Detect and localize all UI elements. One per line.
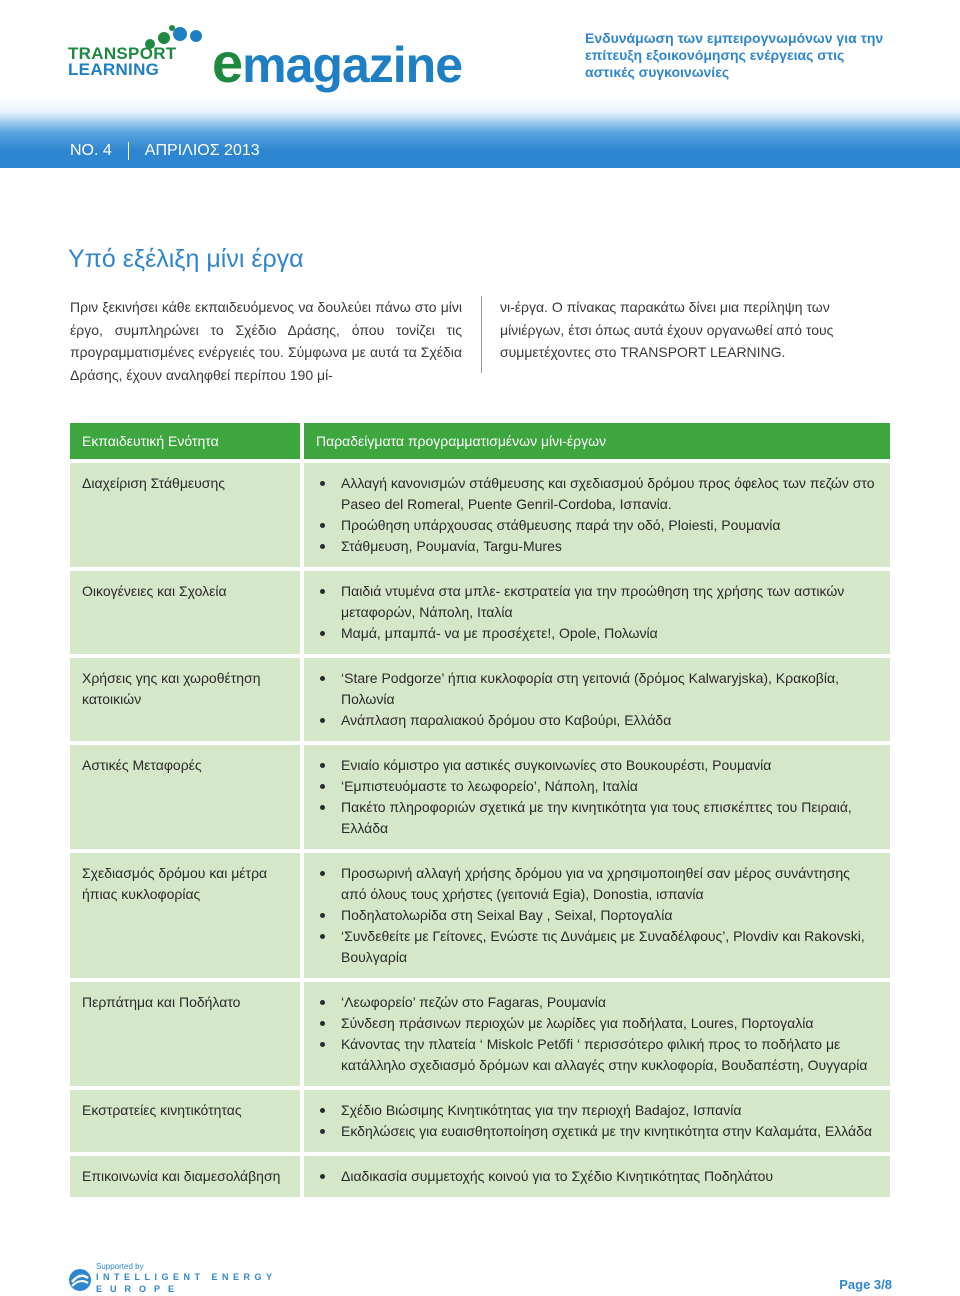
training-unit-cell: Εκστρατείες κινητικότητας [70,1090,300,1152]
training-unit-cell: Οικογένειες και Σχολεία [70,571,300,654]
training-unit-cell: Σχεδιασμός δρόμου και μέτρα ήπιας κυκλοφορίας [70,853,300,978]
examples-list [320,1166,878,1187]
header-unit: Εκπαιδευτική Ενότητα [70,423,300,459]
issue-number: NO. 4 [70,142,112,160]
examples-cell [304,982,890,1086]
iee-swirl-icon [68,1268,92,1292]
table-header-row [70,423,890,459]
training-unit-cell: Χρήσεις γης και χωροθέτηση κατοικιών [70,658,300,741]
emag-e: e [212,31,243,94]
list-item: Κάνοντας την πλατεία ‘ Miskolc Petőfi ‘ περισσότερο φιλική προς το ποδήλατο με κατάλληλο σχεδιασμό δρόμων και αλλαγές στην κυκλοφορία, Βουδαπέστη, Ουγγαρία [320,1034,878,1076]
training-unit-cell: Περπάτημα και Ποδήλατο [70,982,300,1086]
examples-cell [304,853,890,978]
table-row [70,1090,890,1152]
examples-list [320,668,878,731]
page-header [0,0,960,168]
program-line-2: EUROPE [96,1284,183,1294]
examples-cell [304,463,890,567]
issue-date: ΑΠΡΙΛΙΟΣ 2013 [144,142,260,160]
list-item: Προσωρινή αλλαγή χρήσης δρόμου για να χρησιμοποιηθεί σαν μέρος συνάντησης από όλους τους χρήστες (γειτονιά Egia), Donostia, ισπανία [320,863,878,905]
table-row [70,463,890,567]
logo-line-1: TRANSPORT [68,44,177,63]
list-item: Εκδηλώσεις για ευαισθητοποίηση σχετικά με την κινητικότητα στην Καλαμάτα, Ελλάδα [320,1121,878,1142]
examples-cell [304,745,890,849]
examples-cell [304,571,890,654]
table-row [70,571,890,654]
list-item: Προώθηση υπάρχουσας στάθμευσης παρά την οδό, Ploiesti, Ρουμανία [320,515,878,536]
list-item: Στάθμευση, Ρουμανία, Targu-Mures [320,536,878,557]
examples-list [320,1100,878,1142]
transport-learning-logo [58,22,214,82]
column-divider [481,296,482,373]
table-row [70,658,890,741]
table-row [70,982,890,1086]
list-item: Σύνδεση πράσινων περιοχών με λωρίδες για ποδήλατα, Loures, Πορτογαλία [320,1013,878,1034]
list-item: Ενιαίο κόμιστρο για αστικές συγκοινωνίες στο Βουκουρέστι, Ρουμανία [320,755,878,776]
header-tagline: Ενδυνάμωση των εμπειρογνωμόνων για την επίτευξη εξοικονόμησης ενέργειας στις αστικές συγκοινωνίες [585,30,884,80]
list-item: ‘Λεωφορείο’ πεζών στο Fagaras, Ρουμανία [320,992,878,1013]
list-item: Πακέτο πληροφοριών σχετικά με την κινητικότητα για τους επισκέπτες του Πειραιά, Ελλάδα [320,797,878,839]
list-item: Ανάπλαση παραλιακού δρόμου στο Καβούρι, Ελλάδα [320,710,878,731]
list-item: Διαδικασία συμμετοχής κοινού για το Σχέδιο Κινητικότητας Ποδηλάτου [320,1166,878,1187]
emagazine-logo [212,30,462,95]
examples-cell [304,658,890,741]
training-unit-cell: Διαχείριση Στάθμευσης [70,463,300,567]
training-unit-cell: Επικοινωνία και διαμεσολάβηση [70,1156,300,1197]
table-row [70,1156,890,1197]
list-item: ‘Συνδεθείτε με Γείτονες, Ενώστε τις Δυνάμεις με Συναδέλφους’, Plovdiv και Rakovski, Βουλγαρία [320,926,878,968]
examples-list [320,581,878,644]
supported-by-text: Supported by [96,1262,144,1271]
list-item: ‘Stare Podgorze’ ήπια κυκλοφορία στη γειτονιά (δρόμος Kalwaryjska), Κρακοβία, Πολωνία [320,668,878,710]
list-item: Αλλαγή κανονισμών στάθμευσης και σχεδιασμού δρόμου προς όφελος των πεζών στο Paseo del Romeral, Puente Genril-Cordoba, Ισπανία. [320,473,878,515]
examples-list [320,992,878,1076]
list-item: Παιδιά ντυμένα στα μπλε- εκστρατεία για την προώθηση της χρήσης των αστικών μεταφορών, Νάπολη, Ιταλία [320,581,878,623]
issue-line [70,142,260,160]
intro-right-column: νι-έργα. Ο πίνακας παρακάτω δίνει μια περίληψη των μίνιέργων, έτσι όπως αυτά έχουν οργανωθεί από τους συμμετέχοντες στο TRANSPORT LEARNING. [500,299,834,360]
list-item: Μαμά, μπαμπά- να με προσέχετε!, Opole, Πολωνία [320,623,878,644]
page-title: Υπό εξέλιξη μίνι έργα [68,245,304,273]
examples-list [320,863,878,968]
examples-cell [304,1090,890,1152]
page-number: Page 3/8 [839,1277,892,1292]
logo-line-2: LEARNING [68,60,160,79]
mini-projects-table [70,423,890,1201]
list-item: Ποδηλατολωρίδα στη Seixal Bay , Seixal, Πορτογαλία [320,905,878,926]
emag-rest: magazine [242,37,463,93]
intro-left-column: Πριν ξεκινήσει κάθε εκπαιδευόμενος να δουλεύει πάνω στο μίνι έργο, συμπληρώνει το Σχέδιο Δράσης, όπου τονίζει τις προγραμματισμένες ενέργειές του. Σύμφωνα με αυτά τα Σχέδια Δράσης, έχουν αναληφθεί περίπου 190 μί- [70,299,462,383]
header-examples: Παραδείγματα προγραμματισμένων μίνι-έργων [304,423,890,459]
table-row [70,745,890,849]
training-unit-cell: Αστικές Μεταφορές [70,745,300,849]
issue-separator [128,142,129,160]
examples-cell [304,1156,890,1197]
examples-list [320,755,878,839]
list-item: Σχέδιο Βιώσιμης Κινητικότητας για την περιοχή Badajoz, Ισπανία [320,1100,878,1121]
examples-list [320,473,878,557]
table-row [70,853,890,978]
list-item: ‘Εμπιστευόμαστε το λεωφορείο’, Νάπολη, Ιταλία [320,776,878,797]
program-line-1: INTELLIGENT ENERGY [96,1272,277,1282]
